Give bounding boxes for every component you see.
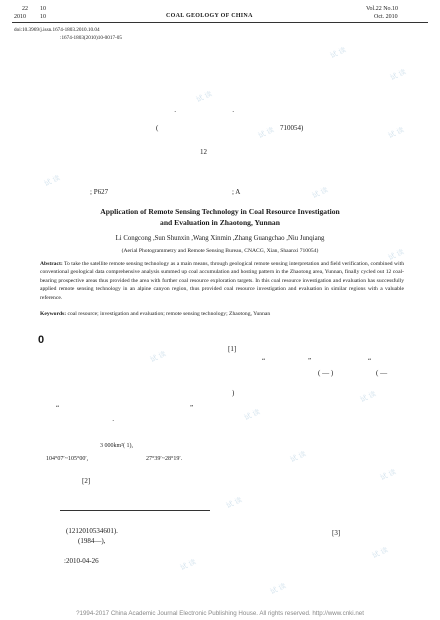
english-title-line: Application of Remote Sensing Technology in Coal Resource Investigation [100, 207, 340, 216]
header-issue: 10 [40, 6, 46, 12]
english-keywords [40, 310, 404, 318]
study-area-latitude: 27°39′~28°19′. [146, 456, 183, 462]
english-abstract [40, 260, 404, 302]
footnote-author-bio: (1984—), [78, 537, 106, 545]
watermark-stamp: 试 读 [359, 389, 378, 405]
watermark-stamp: 试 读 [329, 45, 348, 61]
copyright-footer: ?1994-2017 China Academic Journal Electronic Publishing House. All rights reserved. http://www.cnki.net [76, 610, 364, 617]
citation-ref: [1] [228, 345, 237, 353]
cn-author-separator: · [232, 108, 235, 116]
watermark-stamp: 试 读 [195, 89, 214, 105]
cn-quote-close: ” [190, 404, 194, 412]
watermark-stamp: 试 读 [371, 545, 390, 561]
header-rule [12, 22, 428, 23]
citation-ref: [3] [332, 529, 341, 537]
watermark-stamp: 试 读 [243, 407, 262, 423]
cn-quote-close: ” [308, 357, 312, 365]
english-authors: Li Congcong ,Sun Shunxin ,Wang Xinmin ,Zhang Guangchao ,Niu Junqiang [115, 235, 325, 242]
section-number: 0 [38, 334, 45, 346]
english-title [60, 206, 380, 228]
study-area-longitude: 104°07′~105°00′, [46, 456, 89, 462]
keywords-label: Keywords: [40, 311, 67, 317]
english-title-line: and Evaluation in Zhaotong, Yunnan [160, 218, 280, 227]
watermark-stamp: 试 读 [179, 557, 198, 573]
watermark-stamp: 试 读 [387, 247, 406, 263]
english-affiliation: (Aerial Photogrammetry and Remote Sensing Bureau, CNACG, Xian, Shaanxi 710054) [121, 248, 319, 254]
cn-quote-open: “ [368, 357, 372, 365]
cn-quote-open: “ [56, 404, 60, 412]
abstract-text: To take the satellite remote sensing technology as a main means, through geological remote sensing interpretation and field verification, combined with conventional geological data comprehensive analysis summed up coal accumulation and hosting pattern in the Zhaotong area, Yunnan, finally cycled out 12 coal-bearing prospective areas thus provided the area with further coal resource exploration targets. In this coal resource investigation and evaluation has successfully applied remote sensing technology in an alpine canyon region, thus provided coal resource investigation and evaluation in similar regions with a valuable reference. [40, 261, 404, 301]
watermark-stamp: 试 读 [149, 349, 168, 365]
header-vol-no: Vol.22 No.10 [366, 6, 399, 12]
cn-paren-range: ( — ) [318, 369, 334, 377]
watermark-stamp: 试 读 [387, 125, 406, 141]
watermark-stamp: 试 读 [43, 173, 62, 189]
journal-name: COAL GEOLOGY OF CHINA [166, 13, 253, 19]
citation-ref: [2] [82, 477, 91, 485]
header-month: 10 [40, 14, 46, 20]
cn-quote-open: “ [262, 357, 266, 365]
cn-affiliation-open: ( [156, 124, 159, 132]
watermark-stamp: 试 读 [225, 495, 244, 511]
footnote-received-date: :2010-04-26 [64, 557, 99, 565]
cn-abstract-number: 12 [200, 148, 207, 156]
cn-clc-number: ; P627 [90, 188, 109, 196]
cn-paren-close: ) [232, 389, 235, 397]
watermark-stamp: 试 读 [379, 467, 398, 483]
doi: doi:10.3969/j.issn.1674-1803.2010.10.04 [14, 27, 100, 33]
footnote-fund: (1212010534601). [66, 527, 118, 535]
study-area-size: 3 000km²( 1), [100, 443, 133, 449]
header-year: 2010 [14, 14, 26, 20]
watermark-stamp: 试 读 [257, 125, 276, 141]
abstract-label: Abstract: [40, 261, 63, 267]
watermark-stamp: 试 读 [311, 185, 330, 201]
footnote-rule [60, 510, 210, 511]
cn-separator: · [112, 417, 115, 425]
watermark-stamp: 试 读 [269, 581, 288, 597]
header-date: Oct. 2010 [374, 14, 398, 20]
cn-document-code: ; A [232, 188, 241, 196]
cn-paren-open: ( — [376, 369, 388, 377]
article-number: :1674-1803(2010)10-0017-05 [60, 35, 122, 41]
cn-author-separator: · [174, 108, 177, 116]
header-volume: 22 [22, 6, 28, 12]
keywords-text: coal resource; investigation and evaluation; remote sensing technology; Zhaotong, Yunnan [66, 311, 271, 317]
watermark-stamp: 试 读 [389, 67, 408, 83]
cn-affiliation-code: 710054) [280, 124, 304, 132]
watermark-stamp: 试 读 [289, 449, 308, 465]
